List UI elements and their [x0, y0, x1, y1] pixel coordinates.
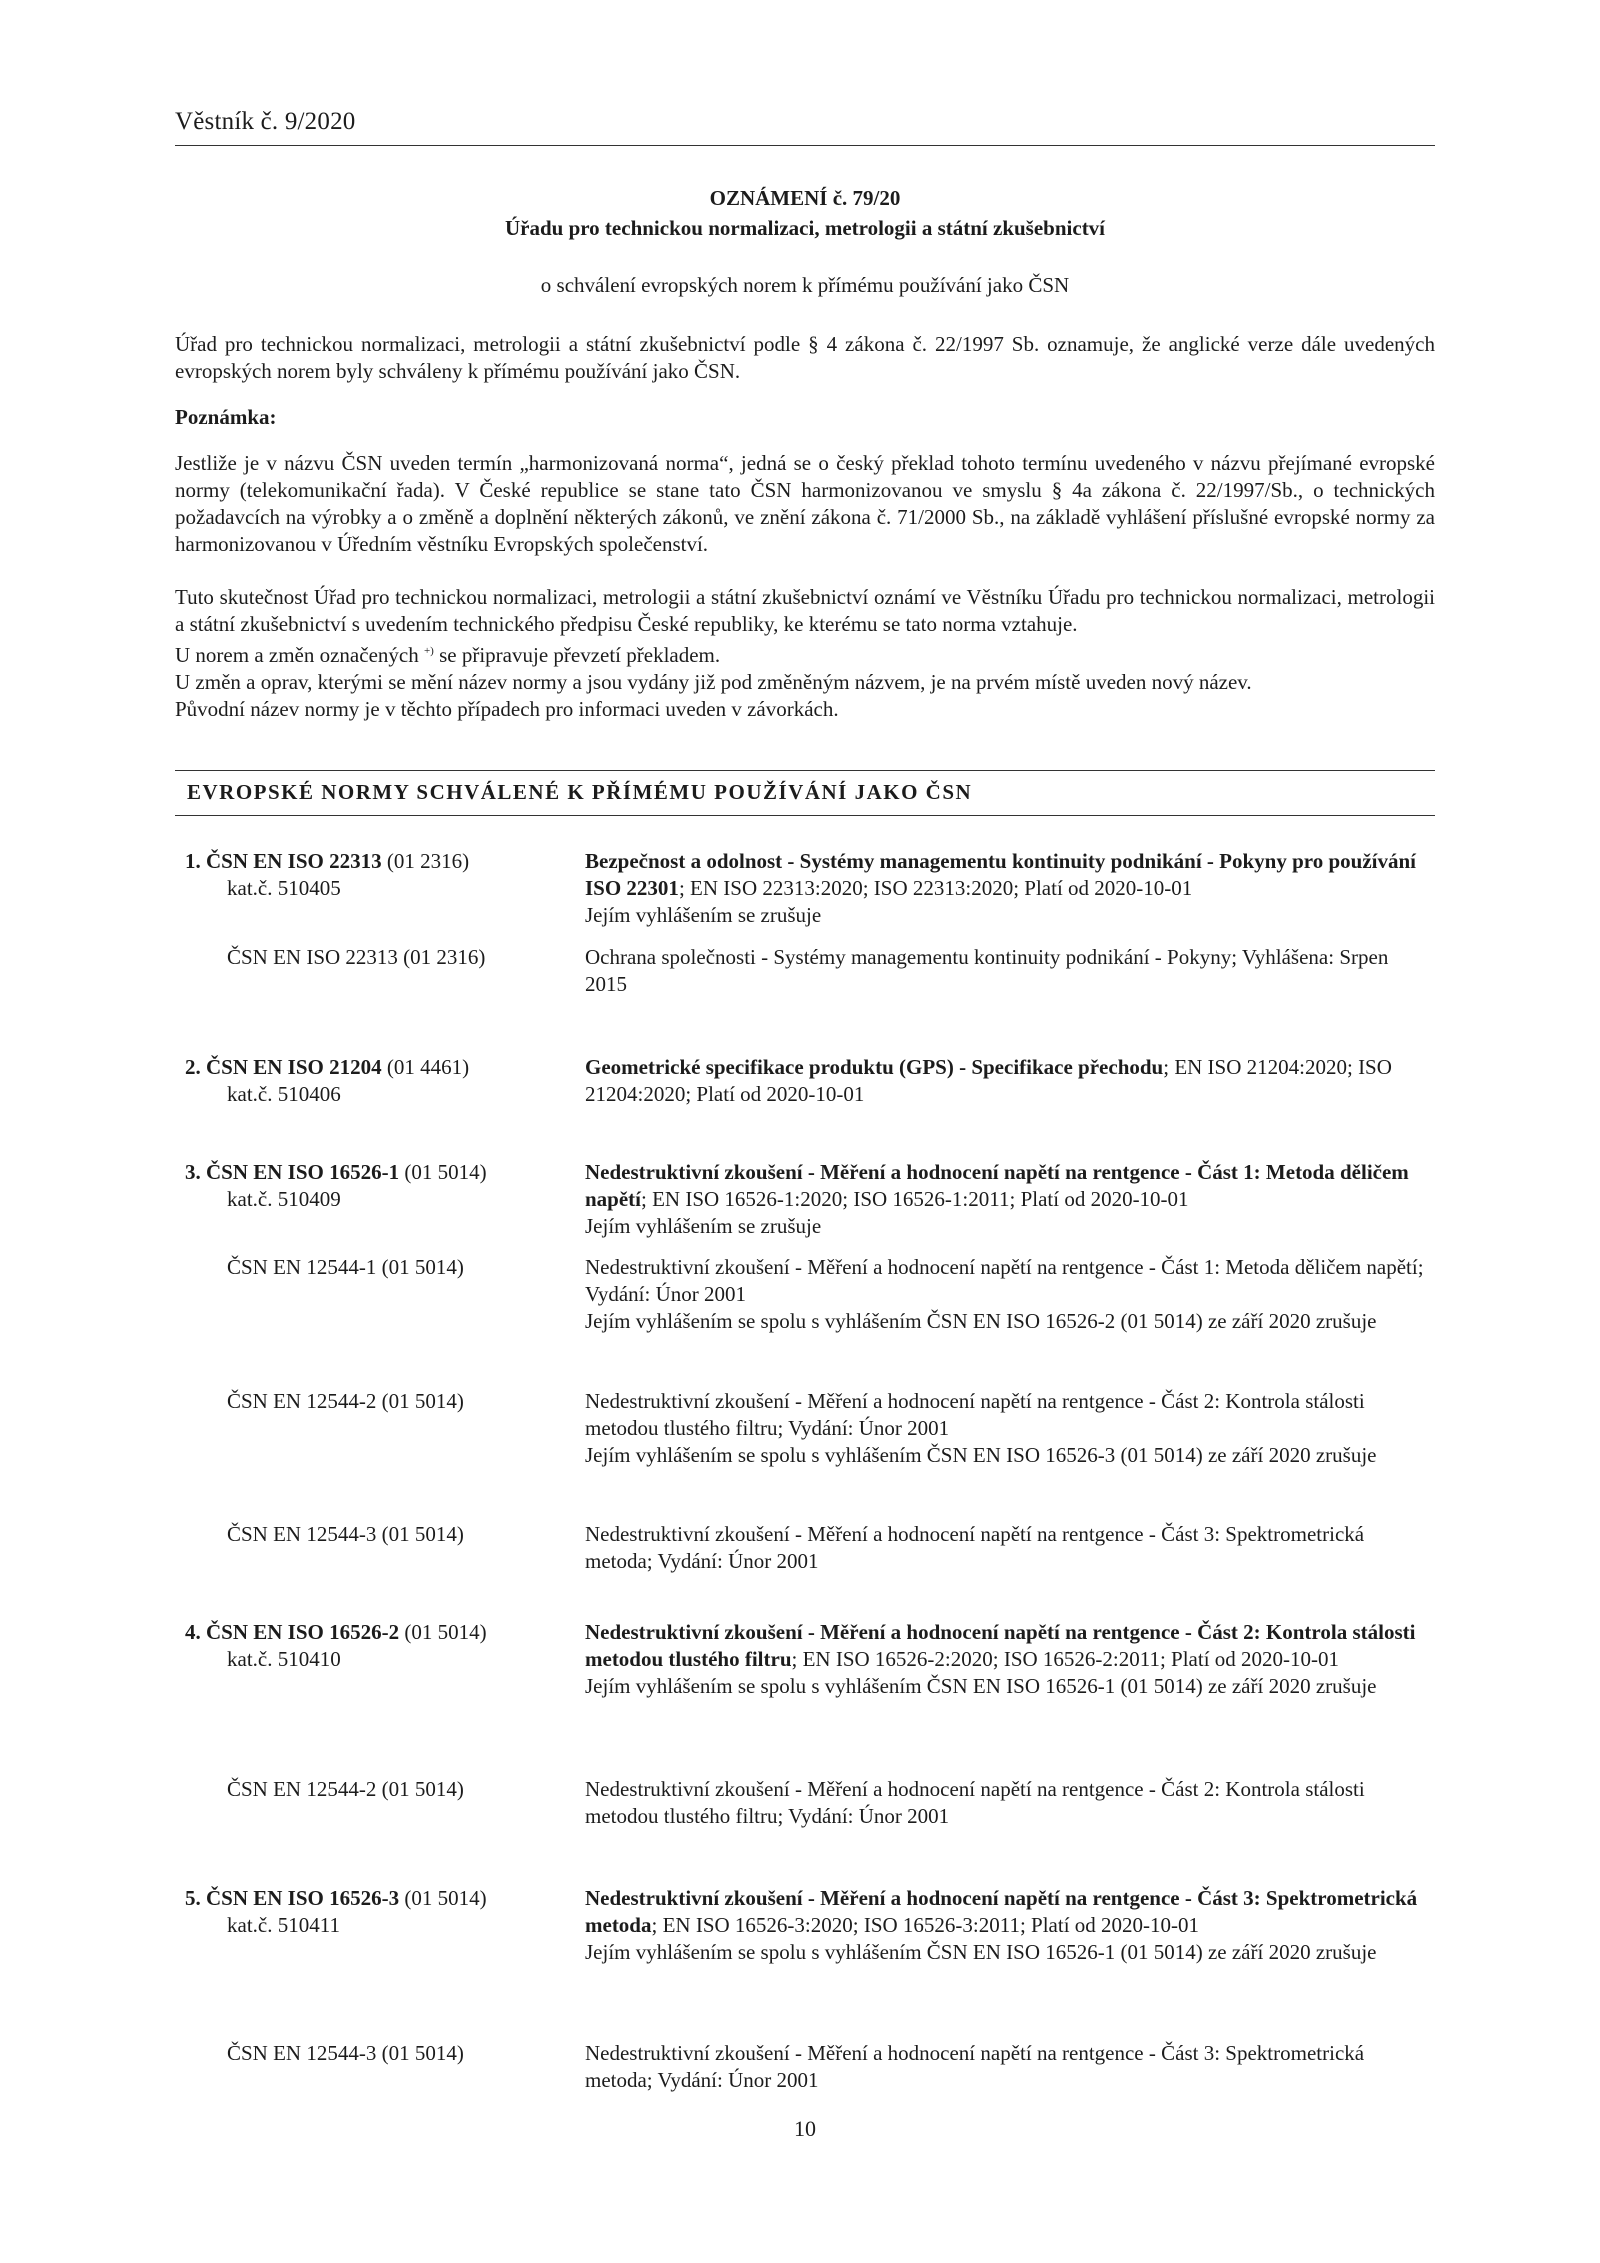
issuing-office: Úřadu pro technickou normalizaci, metrologii a státní zkušebnictví	[504, 216, 1106, 240]
replaced-text: Ochrana společnosti - Systémy managementu kontinuity podnikání - Pokyny; Vyhlášena: Srpen 2015	[585, 945, 1389, 996]
document-page	[175, 0, 1435, 2263]
catalog-number: kat.č. 510406	[227, 1082, 341, 1106]
cancels-note: Jejím vyhlášením se spolu s vyhlášením ČSN EN ISO 16526-1 (01 5014) ze září 2020 zrušuje	[585, 1674, 1377, 1698]
replaced-code: ČSN EN 12544-1 (01 5014)	[227, 1255, 464, 1279]
replaced-text: Nedestruktivní zkoušení - Měření a hodnocení napětí na rentgence - Část 3: Spektrometrická metoda; Vydání: Únor 2001	[585, 1522, 1365, 1573]
running-header: Věstník č. 9/2020	[175, 108, 356, 135]
cancels-note: Jejím vyhlášením se zrušuje	[585, 1214, 822, 1238]
norm-class: (01 4461)	[386, 1055, 470, 1079]
norm-title: Nedestruktivní zkoušení - Měření a hodnocení napětí na rentgence - Část 3: Spektrometrická metoda	[585, 1886, 1418, 1937]
norm-details	[585, 1054, 1435, 1108]
norm-code: ČSN EN ISO 16526-3	[206, 1886, 400, 1910]
note-paragraph	[175, 450, 1435, 558]
note-text: Jestliže je v názvu ČSN uveden termín „harmonizovaná norma“, jedná se o český překlad tohoto termínu uvedeného v názvu přejímané evropské normy (telekomunikační řada). V České republice se stane tato ČSN harmonizovanou ve smyslu § 4a zákona č. 22/1997/Sb., o technických požadavcích na výrobky a o změně a doplnění některých zákonů, ve znění zákona č. 71/2000 Sb., na základě vyhlášení příslušné evropské normy za harmonizovanou v Úředním věstníku Evropských společenství.	[175, 451, 1435, 556]
replaced-text: Nedestruktivní zkoušení - Měření a hodnocení napětí na rentgence - Část 3: Spektrometrická metoda; Vydání: Únor 2001	[585, 2041, 1365, 2092]
norm-title: Nedestruktivní zkoušení - Měření a hodnocení napětí na rentgence - Část 1: Metoda děličem napětí	[585, 1160, 1409, 1211]
section-title: EVROPSKÉ NORMY SCHVÁLENÉ K PŘÍMÉMU POUŽÍVÁNÍ JAKO ČSN	[187, 780, 973, 804]
replaced-code: ČSN EN 12544-3 (01 5014)	[227, 1522, 464, 1546]
entry-number: 5.	[185, 1886, 201, 1910]
catalog-number: kat.č. 510410	[227, 1647, 341, 1671]
replaced-text: Nedestruktivní zkoušení - Měření a hodnocení napětí na rentgence - Část 2: Kontrola stálosti metodou tlustého filtru; Vydání: Únor 2001	[585, 1777, 1365, 1828]
norm-references: ; EN ISO 16526-3:2020; ISO 16526-3:2011; Platí od 2020-10-01	[651, 1913, 1200, 1937]
intro-text: Úřad pro technickou normalizaci, metrologii a státní zkušebnictví podle § 4 zákona č. 22/1997 Sb. oznamuje, že anglické verze dále uvedených evropských norem byly schváleny k přímému používání jako ČSN.	[175, 332, 1435, 383]
info-text-1: Tuto skutečnost Úřad pro technickou normalizaci, metrologii a státní zkušebnictví oznámí ve Věstníku Úřadu pro technickou normalizaci, metrologii a státní zkušebnictví s uvedením technického předpisu České republiky, ke kterému se tato norma vztahuje.	[175, 585, 1435, 636]
entry-number: 1.	[185, 849, 201, 873]
norm-class: (01 5014)	[404, 1620, 487, 1644]
replaced-note: Jejím vyhlášením se spolu s vyhlášením ČSN EN ISO 16526-3 (01 5014) ze září 2020 zrušuje	[585, 1443, 1377, 1467]
catalog-number: kat.č. 510405	[227, 876, 341, 900]
entry-number: 3.	[185, 1160, 201, 1184]
entry-number: 2.	[185, 1055, 201, 1079]
norm-details	[585, 848, 1435, 929]
replaced-details	[585, 1388, 1435, 1469]
norm-references: ; EN ISO 16526-2:2020; ISO 16526-2:2011; Platí od 2020-10-01	[791, 1647, 1340, 1671]
norm-details	[585, 1159, 1435, 1240]
norm-class: (01 5014)	[404, 1886, 487, 1910]
info-text-2	[175, 638, 1435, 669]
header-rule	[175, 145, 1435, 146]
norm-id	[185, 1054, 565, 1108]
announcement-title	[175, 183, 1435, 300]
info-text-4: Původní název normy je v těchto případech pro informaci uveden v závorkách.	[175, 697, 839, 721]
info-paragraphs	[175, 584, 1435, 723]
translation-mark: +)	[423, 645, 434, 657]
replaced-text: Nedestruktivní zkoušení - Měření a hodnocení napětí na rentgence - Část 1: Metoda děličem napětí; Vydání: Únor 2001	[585, 1255, 1424, 1306]
norm-title: Geometrické specifikace produktu (GPS) - Specifikace přechodu	[585, 1055, 1164, 1079]
info-text-2a: U norem a změn označených	[175, 643, 419, 667]
norm-references: ; EN ISO 22313:2020; ISO 22313:2020; Platí od 2020-10-01	[678, 876, 1193, 900]
norm-class: (01 5014)	[404, 1160, 487, 1184]
cancels-note: Jejím vyhlášením se spolu s vyhlášením ČSN EN ISO 16526-1 (01 5014) ze září 2020 zrušuje	[585, 1940, 1377, 1964]
info-text-2b: se připravuje převzetí překladem.	[439, 643, 721, 667]
replaced-code: ČSN EN 12544-3 (01 5014)	[227, 2041, 464, 2065]
norm-class: (01 2316)	[386, 849, 470, 873]
norm-code: ČSN EN ISO 22313	[206, 849, 382, 873]
replaced-code: ČSN EN 12544-2 (01 5014)	[227, 1777, 464, 1801]
norm-id	[185, 1159, 565, 1213]
section-header	[175, 770, 1435, 816]
replaced-code: ČSN EN ISO 22313 (01 2316)	[227, 945, 486, 969]
norm-code: ČSN EN ISO 16526-1	[206, 1160, 400, 1184]
replaced-code: ČSN EN 12544-2 (01 5014)	[227, 1389, 464, 1413]
announcement-number: OZNÁMENÍ č. 79/20	[709, 186, 901, 210]
norm-title: Bezpečnost a odolnost - Systémy managementu kontinuity podnikání - Pokyny pro používání ISO 22301	[585, 849, 1416, 900]
replaced-details	[585, 1254, 1435, 1335]
norm-id	[185, 1619, 565, 1673]
entry-number: 4.	[185, 1620, 201, 1644]
norm-references: ; EN ISO 21204:2020; ISO 21204:2020; Platí od 2020-10-01	[585, 1055, 1392, 1106]
replaced-note: Jejím vyhlášením se spolu s vyhlášením ČSN EN ISO 16526-2 (01 5014) ze září 2020 zrušuje	[585, 1309, 1377, 1333]
norm-code: ČSN EN ISO 16526-2	[206, 1620, 400, 1644]
norm-details	[585, 1885, 1435, 1966]
intro-paragraph	[175, 331, 1435, 385]
announcement-subject: o schválení evropských norem k přímému používání jako ČSN	[540, 273, 1070, 297]
note-label: Poznámka:	[175, 405, 277, 429]
norm-code: ČSN EN ISO 21204	[206, 1055, 382, 1079]
norm-details	[585, 1619, 1435, 1700]
norm-id	[185, 1885, 565, 1939]
catalog-number: kat.č. 510411	[227, 1913, 340, 1937]
cancels-note: Jejím vyhlášením se zrušuje	[585, 903, 822, 927]
norm-references: ; EN ISO 16526-1:2020; ISO 16526-1:2011; Platí od 2020-10-01	[641, 1187, 1189, 1211]
norm-id	[185, 848, 565, 902]
info-text-3: U změn a oprav, kterými se mění název normy a jsou vydány již pod změněným názvem, je na prvém místě uveden nový název.	[175, 670, 1252, 694]
page-number: 10	[794, 2116, 816, 2141]
catalog-number: kat.č. 510409	[227, 1187, 341, 1211]
norm-title: Nedestruktivní zkoušení - Měření a hodnocení napětí na rentgence - Část 2: Kontrola stálosti metodou tlustého filtru	[585, 1620, 1416, 1671]
replaced-text: Nedestruktivní zkoušení - Měření a hodnocení napětí na rentgence - Část 2: Kontrola stálosti metodou tlustého filtru; Vydání: Únor 2001	[585, 1389, 1365, 1440]
